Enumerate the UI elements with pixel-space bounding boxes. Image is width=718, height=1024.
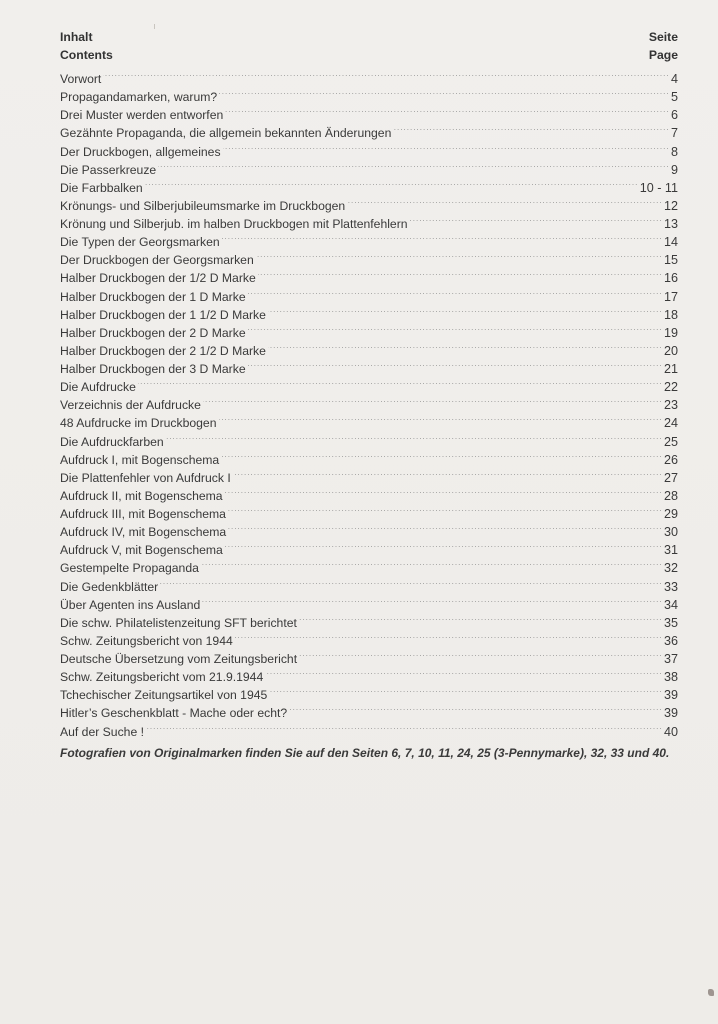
toc-entry-page: 39	[663, 688, 678, 703]
toc-entry-title: Die Aufdrucke	[60, 380, 136, 395]
toc-entry-page: 22	[663, 380, 678, 395]
toc-entry-page: 31	[663, 543, 678, 558]
dot-leader	[268, 337, 661, 355]
toc-entry-page: 37	[663, 652, 678, 666]
toc-entry-page: 5	[670, 90, 678, 105]
toc-entry-page: 38	[663, 670, 678, 685]
toc-entry-title: Halber Druckbogen der 2 D Marke	[60, 325, 246, 340]
toc-entry-page: 4	[670, 72, 678, 86]
toc-entry[interactable]	[60, 83, 678, 105]
paper-blemish	[708, 989, 714, 996]
dot-leader	[103, 65, 668, 83]
toc-entry-title: Krönung und Silberjub. im halben Druckbogen mit Plattenfehlern	[60, 217, 408, 231]
toc-entry-title: Aufdruck I, mit Bogenschema	[60, 452, 220, 467]
toc-entry-title: Propagandamarken, warum?	[60, 90, 218, 105]
toc-entry-title: Halber Druckbogen der 1 1/2 D Marke	[60, 307, 266, 322]
toc-entry-page: 19	[663, 325, 678, 340]
toc-entry-page: 12	[663, 198, 678, 213]
dot-leader	[201, 554, 661, 572]
toc-entry[interactable]	[60, 174, 678, 195]
dot-leader	[265, 663, 661, 681]
dot-leader	[393, 119, 668, 137]
dot-leader	[256, 246, 661, 264]
toc-entry-title: Die Typen der Georgsmarken	[60, 235, 220, 250]
toc-entry-page: 32	[663, 561, 678, 576]
toc-entry-page: 40	[663, 724, 678, 739]
table-of-contents	[60, 65, 678, 739]
toc-entry-title: Gestempelte Propaganda	[60, 561, 199, 576]
dot-leader	[228, 500, 661, 518]
dot-leader	[289, 699, 661, 717]
toc-entry-page: 29	[663, 507, 678, 521]
toc-entry-title: Die Farbbalken	[60, 180, 143, 195]
dot-leader	[146, 718, 661, 736]
toc-entry-title: Deutsche Übersetzung vom Zeitungsbericht	[60, 652, 298, 666]
toc-entry-title: Verzeichnis der Aufdrucke	[60, 398, 201, 413]
dot-leader	[225, 101, 668, 119]
toc-entry-page: 21	[663, 362, 678, 376]
toc-entry-title: Halber Druckbogen der 1 D Marke	[60, 289, 246, 304]
dot-leader	[248, 283, 661, 301]
toc-entry-title: Hitler’s Geschenkblatt - Mache oder echt?	[60, 706, 288, 721]
toc-entry[interactable]	[60, 65, 678, 86]
toc-entry-title: Schw. Zeitungsbericht vom 21.9.1944	[60, 670, 264, 685]
column-heading-page: Page	[648, 48, 678, 62]
toc-entry-page: 36	[663, 633, 678, 648]
dot-leader	[203, 391, 661, 409]
toc-entry-title: Tchechischer Zeitungsartikel von 1945	[60, 688, 268, 703]
toc-entry-page: 33	[663, 579, 678, 594]
toc-entry-page: 23	[663, 398, 678, 413]
toc-entry-title: Vorwort	[60, 72, 102, 86]
toc-entry-page: 9	[670, 162, 678, 177]
toc-entry-page: 24	[663, 416, 678, 431]
toc-entry-page: 13	[663, 217, 678, 231]
toc-entry[interactable]	[60, 718, 678, 739]
dot-leader	[225, 536, 661, 554]
dot-leader	[228, 518, 661, 536]
dot-leader	[269, 681, 661, 699]
toc-entry-title: Gezähnte Propaganda, die allgemein bekannten Änderungen	[60, 126, 392, 141]
toc-entry-title: Über Agenten ins Ausland	[60, 597, 201, 612]
toc-entry-title: Aufdruck IV, mit Bogenschema	[60, 525, 227, 540]
dot-leader	[219, 409, 661, 427]
toc-header-row-2	[60, 46, 678, 64]
toc-entry-page: 35	[663, 615, 678, 630]
dot-leader	[410, 210, 661, 228]
toc-entry-title: Die schw. Philatelistenzeitung SFT berichtet	[60, 615, 297, 630]
toc-entry-title: Aufdruck II, mit Bogenschema	[60, 488, 223, 503]
toc-entry-page: 16	[663, 271, 678, 286]
dot-leader	[248, 319, 661, 337]
dot-leader	[268, 301, 661, 319]
toc-entry-title: Drei Muster werden entworfen	[60, 108, 224, 123]
toc-entry[interactable]	[60, 391, 678, 413]
toc-entry-page: 7	[670, 126, 678, 141]
toc-entry[interactable]	[60, 192, 678, 213]
dot-leader	[145, 174, 637, 192]
photo-footnote: Fotografien von Originalmarken finden Sie auf den Seiten 6, 7, 10, 11, 24, 25 (3-Pennymarke), 32, 33 und 40.	[60, 746, 670, 760]
toc-entry-page: 34	[663, 597, 678, 612]
toc-entry-page: 28	[663, 488, 678, 503]
toc-entry-page: 10 - 11	[639, 180, 678, 195]
toc-entry-page: 17	[663, 289, 678, 304]
toc-entry-title: Auf der Suche !	[60, 724, 145, 739]
column-heading-seite: Seite	[648, 30, 678, 44]
dot-leader	[225, 482, 661, 500]
toc-entry-title: Der Druckbogen der Georgsmarken	[60, 253, 254, 268]
toc-entry-title: Halber Druckbogen der 2 1/2 D Marke	[60, 343, 266, 358]
dot-leader	[235, 627, 661, 645]
toc-entry-page: 18	[663, 307, 678, 322]
toc-entry-title: Die Gedenkblätter	[60, 579, 159, 594]
toc-entry-title: Die Plattenfehler von Aufdruck I	[60, 470, 231, 485]
dot-leader	[219, 83, 668, 101]
dot-leader	[299, 645, 661, 663]
dot-leader	[138, 373, 661, 391]
dot-leader	[160, 573, 661, 591]
toc-heading-inhalt: Inhalt	[60, 30, 93, 44]
dot-leader	[248, 355, 661, 373]
dot-leader	[221, 446, 661, 464]
toc-entry-page: 27	[663, 470, 678, 485]
toc-header-row-1	[60, 28, 678, 46]
toc-entry-title: Halber Druckbogen der 1/2 D Marke	[60, 271, 256, 286]
toc-entry-title: Die Passerkreuze	[60, 162, 157, 177]
toc-entry-page: 39	[663, 706, 678, 721]
dot-leader	[347, 192, 661, 210]
dot-leader	[222, 228, 661, 246]
toc-entry-page: 8	[670, 144, 678, 159]
dot-leader	[202, 591, 661, 609]
toc-entry-page: 30	[663, 525, 678, 540]
toc-entry-title: Die Aufdruckfarben	[60, 434, 164, 449]
dot-leader	[258, 264, 661, 282]
toc-entry-title: Halber Druckbogen der 3 D Marke	[60, 362, 246, 376]
toc-entry-title: Krönungs- und Silberjubileumsmarke im Druckbogen	[60, 198, 346, 213]
toc-entry-page: 6	[670, 108, 678, 123]
toc-entry-page: 14	[663, 235, 678, 250]
toc-entry-title: Schw. Zeitungsbericht von 1944	[60, 633, 233, 648]
toc-entry-title: Der Druckbogen, allgemeines	[60, 144, 221, 159]
toc-entry-page: 15	[663, 253, 678, 268]
dot-leader	[166, 428, 661, 446]
dot-leader	[158, 156, 668, 174]
toc-entry-title: Aufdruck III, mit Bogenschema	[60, 507, 226, 521]
dot-leader	[223, 138, 668, 156]
toc-heading-contents: Contents	[60, 48, 113, 62]
toc-entry-page: 25	[663, 434, 678, 449]
toc-entry-title: Aufdruck V, mit Bogenschema	[60, 543, 223, 558]
dot-leader	[299, 609, 661, 627]
dot-leader	[233, 464, 661, 482]
toc-entry[interactable]	[60, 373, 678, 395]
toc-entry-page: 20	[663, 343, 678, 358]
toc-entry-page: 26	[663, 452, 678, 467]
toc-entry-title: 48 Aufdrucke im Druckbogen	[60, 416, 217, 431]
